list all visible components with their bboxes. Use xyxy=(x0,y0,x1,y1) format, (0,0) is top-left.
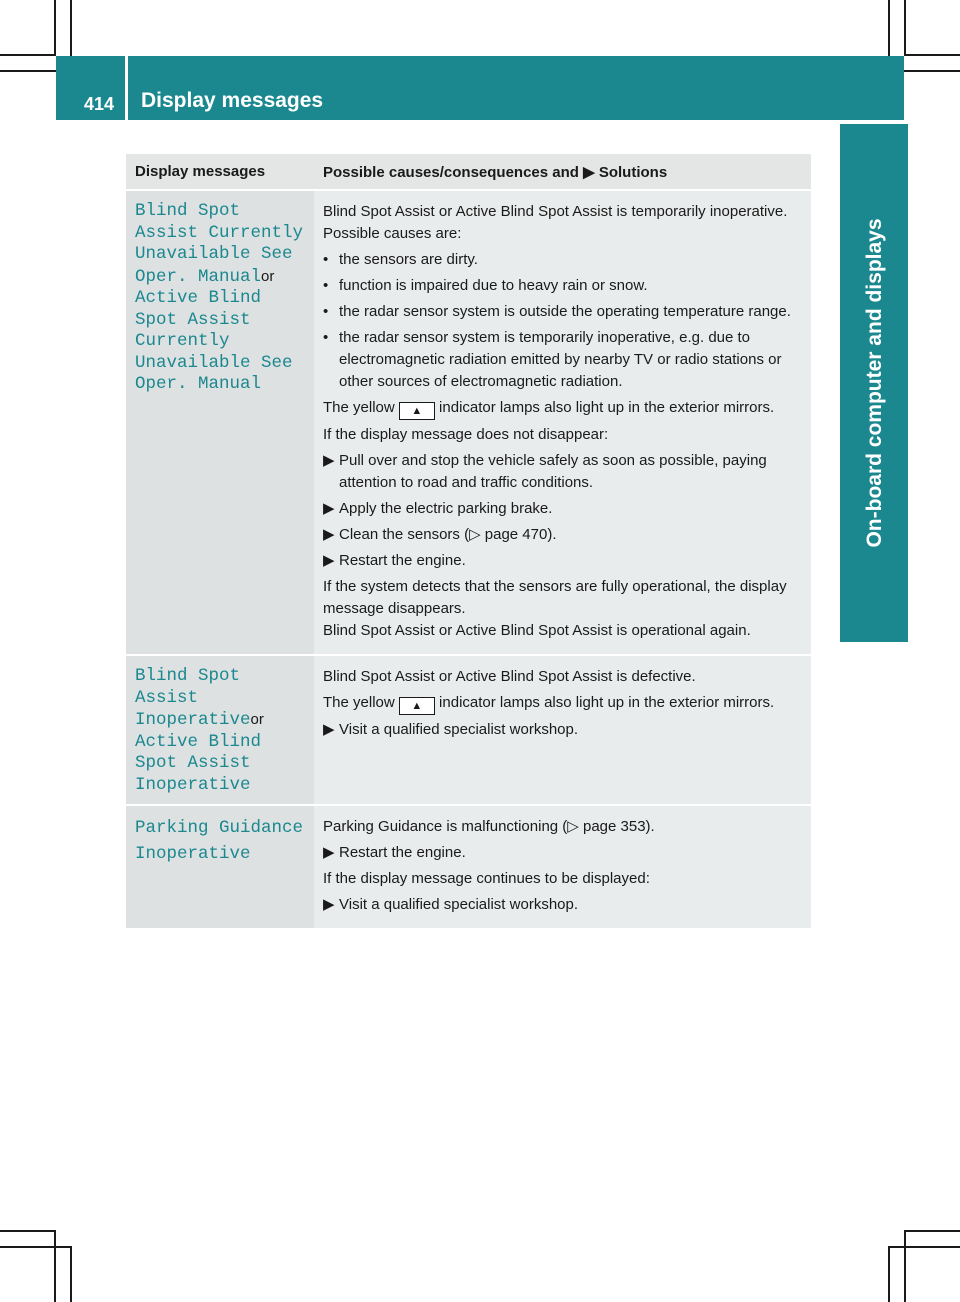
cause-text: function is impaired due to heavy rain or snow. xyxy=(339,277,648,294)
malfunction-text: Parking Guidance is malfunctioning (▷ page 353). xyxy=(323,818,655,835)
step-text: Clean the sensors (▷ page 470). xyxy=(339,526,557,543)
crop-mark xyxy=(904,1230,906,1302)
crop-mark xyxy=(888,1246,960,1248)
cause-text: the radar sensor system is temporarily inoperative, e.g. due to electromagnetic radiation emitted by nearby TV or radio stations or other sources of electromagnetic radiation. xyxy=(339,329,782,390)
message-blind-spot-inoperative: Blind Spot Assist Inoperative xyxy=(135,666,251,730)
step-text: Restart the engine. xyxy=(339,844,466,861)
or-text: or xyxy=(250,711,264,728)
step-item xyxy=(323,498,802,520)
defective-text: Blind Spot Assist or Active Blind Spot Assist is defective. xyxy=(323,668,696,685)
step-text: Restart the engine. xyxy=(339,552,466,569)
yellow-text-after: indicator lamps also light up in the exterior mirrors. xyxy=(439,399,775,416)
message-active-blind-spot-unavailable: Active Blind Spot Assist Currently Unavailable See Oper. Manual xyxy=(135,288,293,394)
display-message-cell xyxy=(126,190,314,655)
list-item xyxy=(323,275,802,297)
crop-mark xyxy=(54,0,56,56)
cause-text: the sensors are dirty. xyxy=(339,251,478,268)
yellow-indicator-text xyxy=(323,397,802,420)
intro-text: Blind Spot Assist or Active Blind Spot Assist is temporarily inoperative. Possible causes are: xyxy=(323,203,788,242)
yellow-text-before: The yellow xyxy=(323,694,395,711)
crop-mark xyxy=(0,70,56,72)
causes-solutions-cell xyxy=(314,805,811,929)
crop-mark xyxy=(904,70,960,72)
step-item xyxy=(323,894,802,916)
step-text: Apply the electric parking brake. xyxy=(339,500,553,517)
column-header-causes-solutions xyxy=(314,154,811,190)
display-message-text xyxy=(135,201,305,396)
chapter-tab-label: On-board computer and displays xyxy=(863,218,886,548)
step-item xyxy=(323,450,802,494)
bullet-icon: • xyxy=(323,303,329,320)
step-text: Visit a qualified specialist workshop. xyxy=(339,896,579,913)
display-message-text xyxy=(135,666,305,796)
causes-solutions-cell xyxy=(314,655,811,805)
solutions-arrow-icon: ▶ xyxy=(583,163,595,181)
header-solutions-text: Solutions xyxy=(598,163,668,181)
list-item xyxy=(323,301,802,323)
crop-mark xyxy=(904,0,906,56)
crop-mark xyxy=(54,1230,56,1302)
crop-mark xyxy=(904,1230,960,1232)
table-row xyxy=(126,190,811,655)
bullet-icon: • xyxy=(323,277,329,294)
message-blind-spot-unavailable: Blind Spot Assist Currently Unavailable See Oper. Manual xyxy=(135,201,304,287)
step-text: Visit a qualified specialist workshop. xyxy=(339,721,579,738)
header-divider xyxy=(125,56,128,120)
yellow-text-after: indicator lamps also light up in the exterior mirrors. xyxy=(439,694,775,711)
detects-text: If the system detects that the sensors are fully operational, the display message disappears. xyxy=(323,578,787,617)
crop-mark xyxy=(0,54,56,56)
crop-mark xyxy=(0,1230,56,1232)
display-message-cell xyxy=(126,655,314,805)
or-text: or xyxy=(261,267,275,285)
step-text: Pull over and stop the vehicle safely as soon as possible, paying attention to road and traffic conditions. xyxy=(339,452,767,491)
table-row xyxy=(126,655,811,805)
column-header-display-messages: Display messages xyxy=(126,154,314,190)
page-number: 414 xyxy=(84,94,115,114)
step-arrow-icon: ▶ xyxy=(323,552,335,569)
if-continues-text: If the display message continues to be displayed: xyxy=(323,870,650,887)
step-arrow-icon: ▶ xyxy=(323,452,335,469)
blind-spot-warning-icon: ▲ xyxy=(399,697,435,715)
blind-spot-warning-icon: ▲ xyxy=(399,402,435,420)
message-parking-guidance-inoperative: Parking Guidance Inoperative xyxy=(135,818,304,864)
header-causes-text: Possible causes/consequences and xyxy=(323,163,579,181)
step-item xyxy=(323,842,802,864)
yellow-indicator-text xyxy=(323,692,802,715)
table-header-row xyxy=(126,154,811,190)
operational-again-text: Blind Spot Assist or Active Blind Spot Assist is operational again. xyxy=(323,622,751,639)
crop-mark xyxy=(888,0,890,56)
step-arrow-icon: ▶ xyxy=(323,896,335,913)
yellow-text-before: The yellow xyxy=(323,399,395,416)
crop-mark xyxy=(0,1246,72,1248)
step-arrow-icon: ▶ xyxy=(323,526,335,543)
step-item xyxy=(323,524,802,546)
step-item xyxy=(323,550,802,572)
causes-solutions-cell xyxy=(314,190,811,655)
crop-mark xyxy=(70,1246,72,1302)
crop-mark xyxy=(904,54,960,56)
step-item xyxy=(323,719,802,741)
message-active-blind-spot-inoperative: Active Blind Spot Assist Inoperative xyxy=(135,731,262,795)
list-item xyxy=(323,249,802,271)
page-title: Display messages xyxy=(141,89,324,112)
cause-text: the radar sensor system is outside the operating temperature range. xyxy=(339,303,791,320)
if-not-disappear-text: If the display message does not disappear: xyxy=(323,426,609,443)
table-row xyxy=(126,805,811,929)
list-item xyxy=(323,327,802,393)
crop-mark xyxy=(888,1246,890,1302)
crop-mark xyxy=(70,0,72,56)
bullet-icon: • xyxy=(323,329,329,346)
step-arrow-icon: ▶ xyxy=(323,844,335,861)
step-arrow-icon: ▶ xyxy=(323,721,335,738)
step-arrow-icon: ▶ xyxy=(323,500,335,517)
display-messages-table xyxy=(126,154,811,930)
bullet-icon: • xyxy=(323,251,329,268)
display-message-cell xyxy=(126,805,314,929)
